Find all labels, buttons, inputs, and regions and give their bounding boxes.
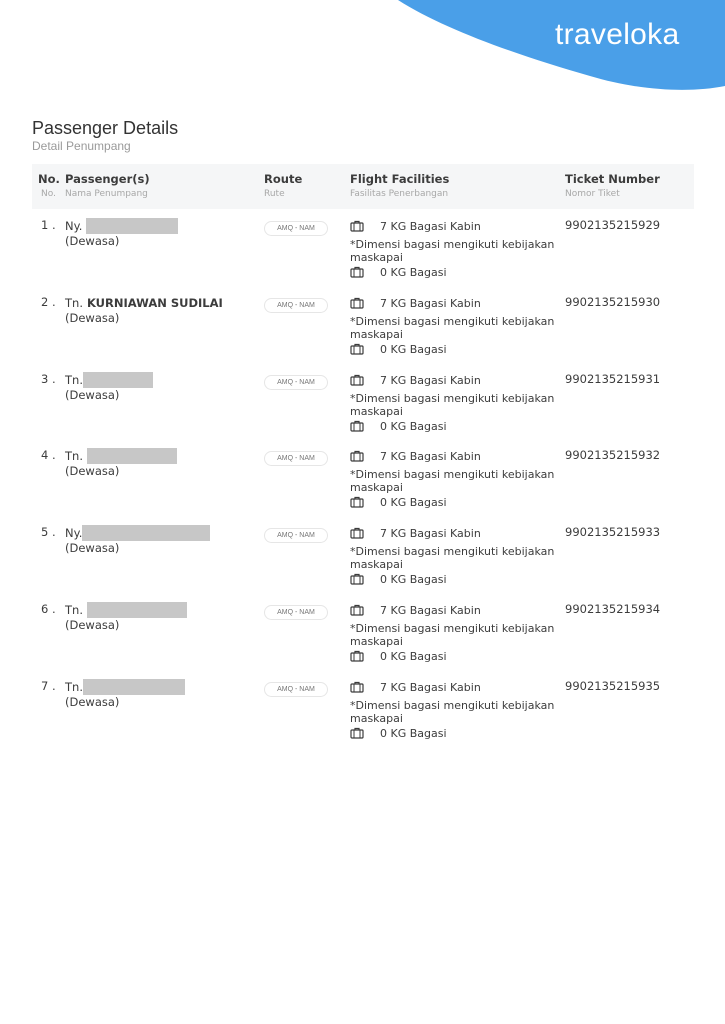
column-header-ticket: Ticket Number Nomor Tiket [565,172,660,199]
cabin-baggage-text: 7 KG Bagasi Kabin [380,680,481,694]
ticket-number: 9902135215929 [565,218,661,232]
row-number: 5 . [41,525,56,539]
facilities-cell [350,602,560,664]
page-subtitle: Detail Penumpang [32,139,131,153]
route-badge: AMQ - NAM [264,375,328,390]
ticket-number: 9902135215932 [565,448,661,462]
redacted-name-block [83,679,185,695]
row-number: 2 . [41,295,56,309]
baggage-note: *Dimensi bagasi mengikuti kebijakan maskapai [350,315,555,341]
passenger-title: Tn. [65,296,83,310]
passenger-cell [65,679,185,709]
passenger-category: (Dewasa) [65,695,120,709]
route-badge: AMQ - NAM [264,605,328,620]
table-row [0,602,725,672]
column-header-route: Route Rute [264,172,303,199]
checked-bag-icon [350,727,364,739]
baggage-note: *Dimensi bagasi mengikuti kebijakan maskapai [350,392,555,418]
redacted-name-block [87,602,187,618]
facilities-cell [350,448,560,510]
passenger-cell [65,602,187,632]
checked-baggage-text: 0 KG Bagasi [380,419,447,433]
checked-bag-icon [350,496,364,508]
passenger-cell [65,295,223,325]
cabin-baggage-text: 7 KG Bagasi Kabin [380,603,481,617]
ticket-number: 9902135215933 [565,525,661,539]
passenger-title: Tn. [65,603,83,617]
ticket-number: 9902135215934 [565,602,661,616]
baggage-note: *Dimensi bagasi mengikuti kebijakan maskapai [350,699,555,725]
passenger-category: (Dewasa) [65,541,120,555]
ticket-number: 9902135215935 [565,679,661,693]
redacted-name-block [83,372,153,388]
facilities-cell [350,372,560,434]
route-badge: AMQ - NAM [264,451,328,466]
table-row [0,295,725,365]
passenger-cell [65,218,178,248]
cabin-baggage-text: 7 KG Bagasi Kabin [380,296,481,310]
facilities-cell [350,218,560,280]
row-number: 4 . [41,448,56,462]
passenger-category: (Dewasa) [65,618,120,632]
checked-bag-icon [350,573,364,585]
passenger-cell [65,372,153,402]
route-badge: AMQ - NAM [264,298,328,313]
passenger-name: KURNIAWAN SUDILAI [86,296,223,310]
passenger-cell [65,525,210,555]
passenger-title: Tn. [65,449,83,463]
cabin-bag-icon [350,681,364,693]
brand-logo: traveloka [555,18,680,51]
redacted-name-block [86,218,178,234]
table-row [0,679,725,749]
passenger-category: (Dewasa) [65,311,120,325]
bird-icon [0,0,26,22]
facilities-cell [350,679,560,741]
cabin-bag-icon [350,374,364,386]
passenger-title: Ny. [65,219,83,233]
passenger-title: Ny. [65,526,83,540]
route-badge: AMQ - NAM [264,682,328,697]
checked-bag-icon [350,266,364,278]
cabin-baggage-text: 7 KG Bagasi Kabin [380,373,481,387]
checked-baggage-text: 0 KG Bagasi [380,495,447,509]
passenger-title: Tn. [65,373,83,387]
cabin-baggage-text: 7 KG Bagasi Kabin [380,526,481,540]
passenger-cell [65,448,177,478]
baggage-note: *Dimensi bagasi mengikuti kebijakan maskapai [350,238,555,264]
checked-baggage-text: 0 KG Bagasi [380,342,447,356]
checked-baggage-text: 0 KG Bagasi [380,726,447,740]
cabin-bag-icon [350,604,364,616]
passenger-category: (Dewasa) [65,388,120,402]
checked-bag-icon [350,650,364,662]
baggage-note: *Dimensi bagasi mengikuti kebijakan maskapai [350,545,555,571]
column-header-no: No. No. [38,172,60,199]
cabin-bag-icon [350,297,364,309]
facilities-cell [350,525,560,587]
table-row [0,448,725,518]
cabin-bag-icon [350,527,364,539]
table-row [0,372,725,442]
passenger-category: (Dewasa) [65,234,120,248]
row-number: 3 . [41,372,56,386]
column-header-facilities: Flight Facilities Fasilitas Penerbangan [350,172,450,199]
page-title: Passenger Details [32,118,179,138]
passenger-category: (Dewasa) [65,464,120,478]
cabin-bag-icon [350,220,364,232]
column-header-passenger: Passenger(s) Nama Penumpang [65,172,150,199]
checked-baggage-text: 0 KG Bagasi [380,265,447,279]
cabin-baggage-text: 7 KG Bagasi Kabin [380,219,481,233]
row-number: 7 . [41,679,56,693]
ticket-number: 9902135215930 [565,295,661,309]
facilities-cell [350,295,560,357]
redacted-name-block [87,448,177,464]
brand-banner [0,0,725,110]
cabin-bag-icon [350,450,364,462]
row-number: 1 . [41,218,56,232]
row-number: 6 . [41,602,56,616]
checked-baggage-text: 0 KG Bagasi [380,572,447,586]
table-row [0,525,725,595]
baggage-note: *Dimensi bagasi mengikuti kebijakan maskapai [350,622,555,648]
passenger-title: Tn. [65,680,83,694]
table-header [32,164,694,209]
route-badge: AMQ - NAM [264,528,328,543]
ticket-number: 9902135215931 [565,372,661,386]
table-row [0,218,725,288]
checked-baggage-text: 0 KG Bagasi [380,649,447,663]
checked-bag-icon [350,420,364,432]
cabin-baggage-text: 7 KG Bagasi Kabin [380,449,481,463]
redacted-name-block [82,525,210,541]
brand-wave-shape [0,0,725,110]
checked-bag-icon [350,343,364,355]
baggage-note: *Dimensi bagasi mengikuti kebijakan maskapai [350,468,555,494]
route-badge: AMQ - NAM [264,221,328,236]
